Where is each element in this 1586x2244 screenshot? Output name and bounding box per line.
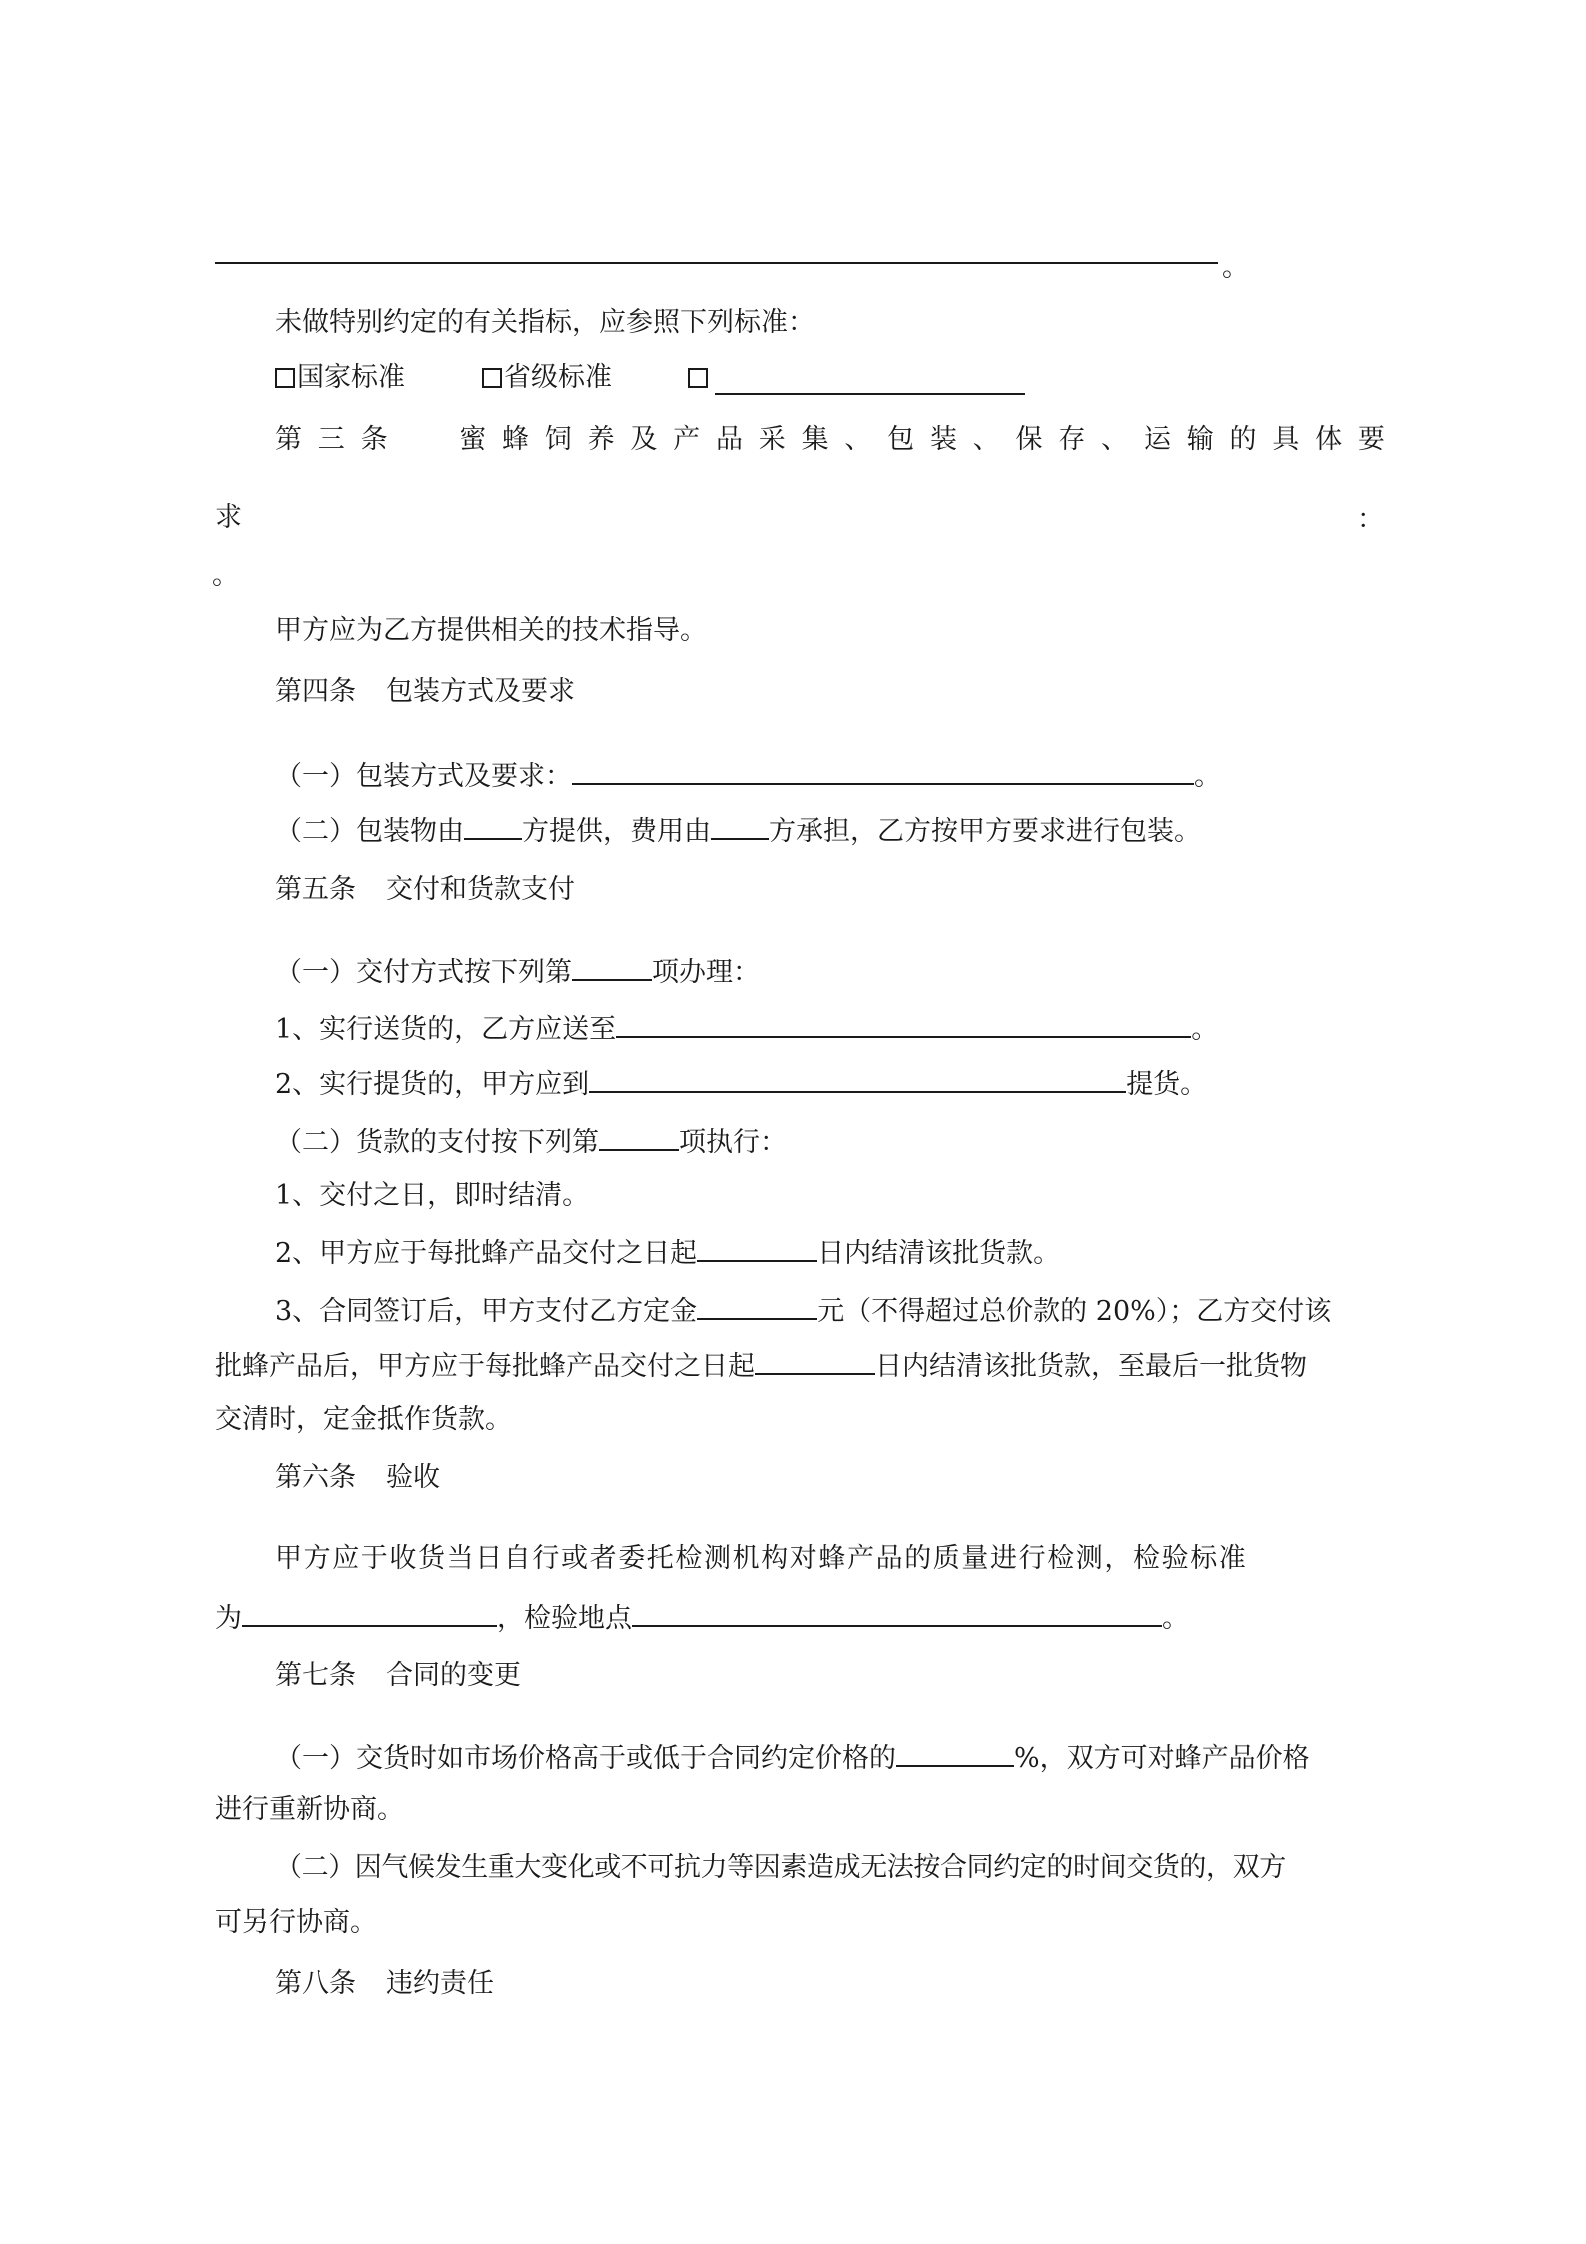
inspection-text: 甲方应于收货当日自行或者委托检测机构对蜂产品的质量进行检测，检验标准 [275,1543,1248,1574]
payment-1: 1、交付之日，即时结清。 [275,1180,590,1211]
inspection-standard-blank[interactable] [242,1598,497,1627]
article-4-heading: 第四条 包装方式及要求 [275,676,575,707]
settlement-days-blank[interactable] [697,1233,817,1262]
period: 。 [1222,252,1249,283]
checkbox-icon[interactable] [688,368,708,388]
payment-option-blank[interactable] [599,1122,679,1151]
option-other-standard[interactable] [688,360,710,396]
standards-intro: 未做特别约定的有关指标，应参照下列标准： [275,307,815,338]
article-3-heading: 第 三 条 蜜 蜂 饲 养 及 产 品 采 集 、 包 装 、 保 存 、 运 输 的 具 体 要 [275,424,1385,455]
article-8-heading: 第八条 违约责任 [275,1968,494,1999]
blank-line-top [215,262,1218,264]
change-item-1: （一）交货时如市场价格高于或低于合同约定价格的 %，双方可对蜂产品价格 [275,1738,1310,1777]
delivery-option-blank[interactable] [572,952,652,981]
payment-2: 2、甲方应于每批蜂产品交付之日起 日内结清该批货款。 [275,1233,1060,1272]
article-4-item-2: （二）包装物由 方提供，费用由 方承担，乙方按甲方要求进行包装。 [275,811,1201,850]
change-item-1-cont: 进行重新协商。 [215,1794,404,1825]
change-item-2: （二）因气候发生重大变化或不可抗力等因素造成无法按合同约定的时间交货的，双方 [275,1852,1286,1883]
inspection-standard: 为 ，检验地点 。 [215,1598,1189,1637]
inspection-location-blank[interactable] [632,1598,1162,1627]
delivery-method: （一）交付方式按下列第 项办理： [275,952,760,991]
delivery-1: 1、实行送货的，乙方应送至 。 [275,1009,1218,1048]
provider-blank[interactable] [464,811,522,840]
article-3-colon: ： [1357,504,1384,535]
option-national-standard[interactable]: 国家标准 [275,360,405,396]
packaging-blank[interactable] [572,756,1194,785]
other-standard-blank[interactable] [715,393,1025,395]
checkbox-icon[interactable] [482,368,502,388]
article-3-cont: 求 [215,502,242,533]
payment-3: 3、合同签订后，甲方支付乙方定金 元（不得超过总价款的 20%）；乙方交付该 [275,1291,1331,1330]
payment-3-cont: 批蜂产品后，甲方应于每批蜂产品交付之日起 日内结清该批货款，至最后一批货物 [215,1346,1307,1385]
cost-bearer-blank[interactable] [711,811,769,840]
payment-method: （二）货款的支付按下列第 项执行： [275,1122,787,1161]
change-item-2-cont: 可另行协商。 [215,1907,377,1938]
article-7-heading: 第七条 合同的变更 [275,1660,521,1691]
article-4-item-1: （一）包装方式及要求： 。 [275,756,1221,795]
article-6-heading: 第六条 验收 [275,1462,440,1493]
option-provincial-standard[interactable]: 省级标准 [482,360,612,396]
article-5-heading: 第五条 交付和货款支付 [275,874,575,905]
delivery-address-blank[interactable] [616,1009,1191,1038]
article-3-end: 。 [212,560,239,591]
tech-guidance: 甲方应为乙方提供相关的技术指导。 [275,615,707,646]
checkbox-icon[interactable] [275,368,295,388]
payment-3-end: 交清时，定金抵作货款。 [215,1404,512,1435]
settlement-days-blank-2[interactable] [755,1346,875,1375]
deposit-blank[interactable] [697,1291,817,1320]
pickup-location-blank[interactable] [589,1064,1126,1093]
price-percent-blank[interactable] [896,1738,1014,1767]
delivery-2: 2、实行提货的，甲方应到 提货。 [275,1064,1207,1103]
